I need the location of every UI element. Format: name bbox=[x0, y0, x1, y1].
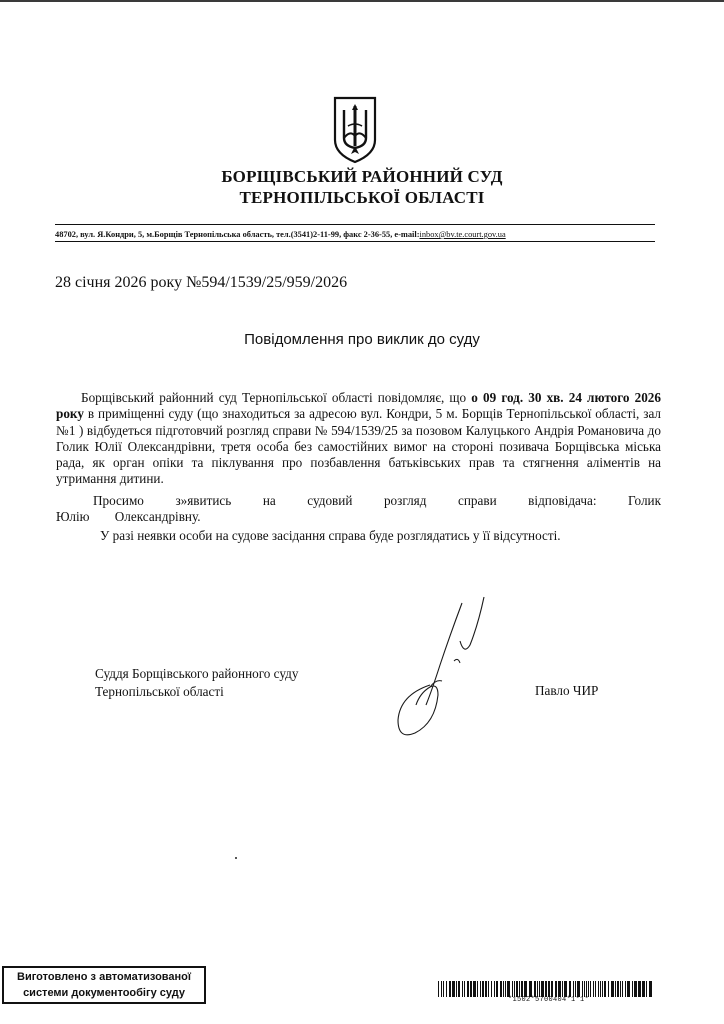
judge-position-line1: Суддя Борщівського районного суду bbox=[95, 666, 299, 681]
automation-stamp bbox=[2, 966, 206, 1004]
scan-top-edge bbox=[0, 0, 724, 2]
notice-text-part1: Борщівський районний суд Тернопільської області повідомляє, що bbox=[81, 390, 472, 405]
court-contact-line bbox=[55, 230, 665, 239]
stamp-line2: системи документообігу суду bbox=[23, 987, 185, 999]
document-date-number: 28 січня 2026 року №594/1539/25/959/2026 bbox=[55, 274, 348, 291]
stamp-line1: Виготовлено з автоматизованої bbox=[17, 971, 191, 983]
hearing-datetime: о 09 год. 30 хв. 24 лютого 2026 року bbox=[56, 390, 661, 422]
absence-warning-paragraph: У разі неявки особи на судове засідання справа буде розглядатись у її відсутності. bbox=[100, 528, 561, 543]
document-title: Повідомлення про виклик до суду bbox=[244, 331, 480, 348]
header-rule-top bbox=[55, 224, 655, 225]
judge-position bbox=[95, 665, 298, 701]
barcode-icon bbox=[438, 981, 656, 997]
trident-coat-of-arms-icon bbox=[332, 96, 378, 164]
notice-text-part2: в приміщенні суду (що знаходиться за адресою вул. Кондри, 5 м. Борщів Тернопільської області, зал №1 ) відбудеться підготовчий розгляд справи № 594/1539/25 за позовом Калуцького Андрія Романовича до Голик Юлії Олександрівни, третя особа без самостійних вимог на стороні позивача Борщівська міська рада, як орган опіки та піклування про позбавлення батьківських прав та стягнення аліментів на утримання дитини. bbox=[56, 406, 661, 487]
handwritten-signature-icon bbox=[380, 595, 500, 745]
judge-position-line2: Тернопільської області bbox=[95, 684, 224, 699]
scan-speck bbox=[235, 857, 237, 859]
summons-paragraph: Просимо з»явитись на судовий розгляд справи відповідача: Голик Юлію Олександрівну. bbox=[56, 493, 661, 525]
court-name-line2: ТЕРНОПІЛЬСЬКОЇ ОБЛАСТІ bbox=[239, 188, 485, 207]
court-contact-text: 48702, вул. Я.Кондри, 5, м.Борщів Тернопільська область, тел.(3541)2-11-99, факс 2-36-55, e-mail: bbox=[55, 230, 420, 239]
court-email-link[interactable]: inbox@bv.te.court.gov.ua bbox=[419, 230, 506, 239]
notice-paragraph bbox=[56, 390, 661, 488]
court-name-line1: БОРЩІВСЬКИЙ РАЙОННИЙ СУД bbox=[221, 167, 503, 186]
judge-name: Павло ЧИР bbox=[535, 683, 599, 698]
barcode-number: *1502*5700404*1*1* bbox=[508, 996, 590, 1004]
header-rule-bottom bbox=[55, 241, 655, 242]
